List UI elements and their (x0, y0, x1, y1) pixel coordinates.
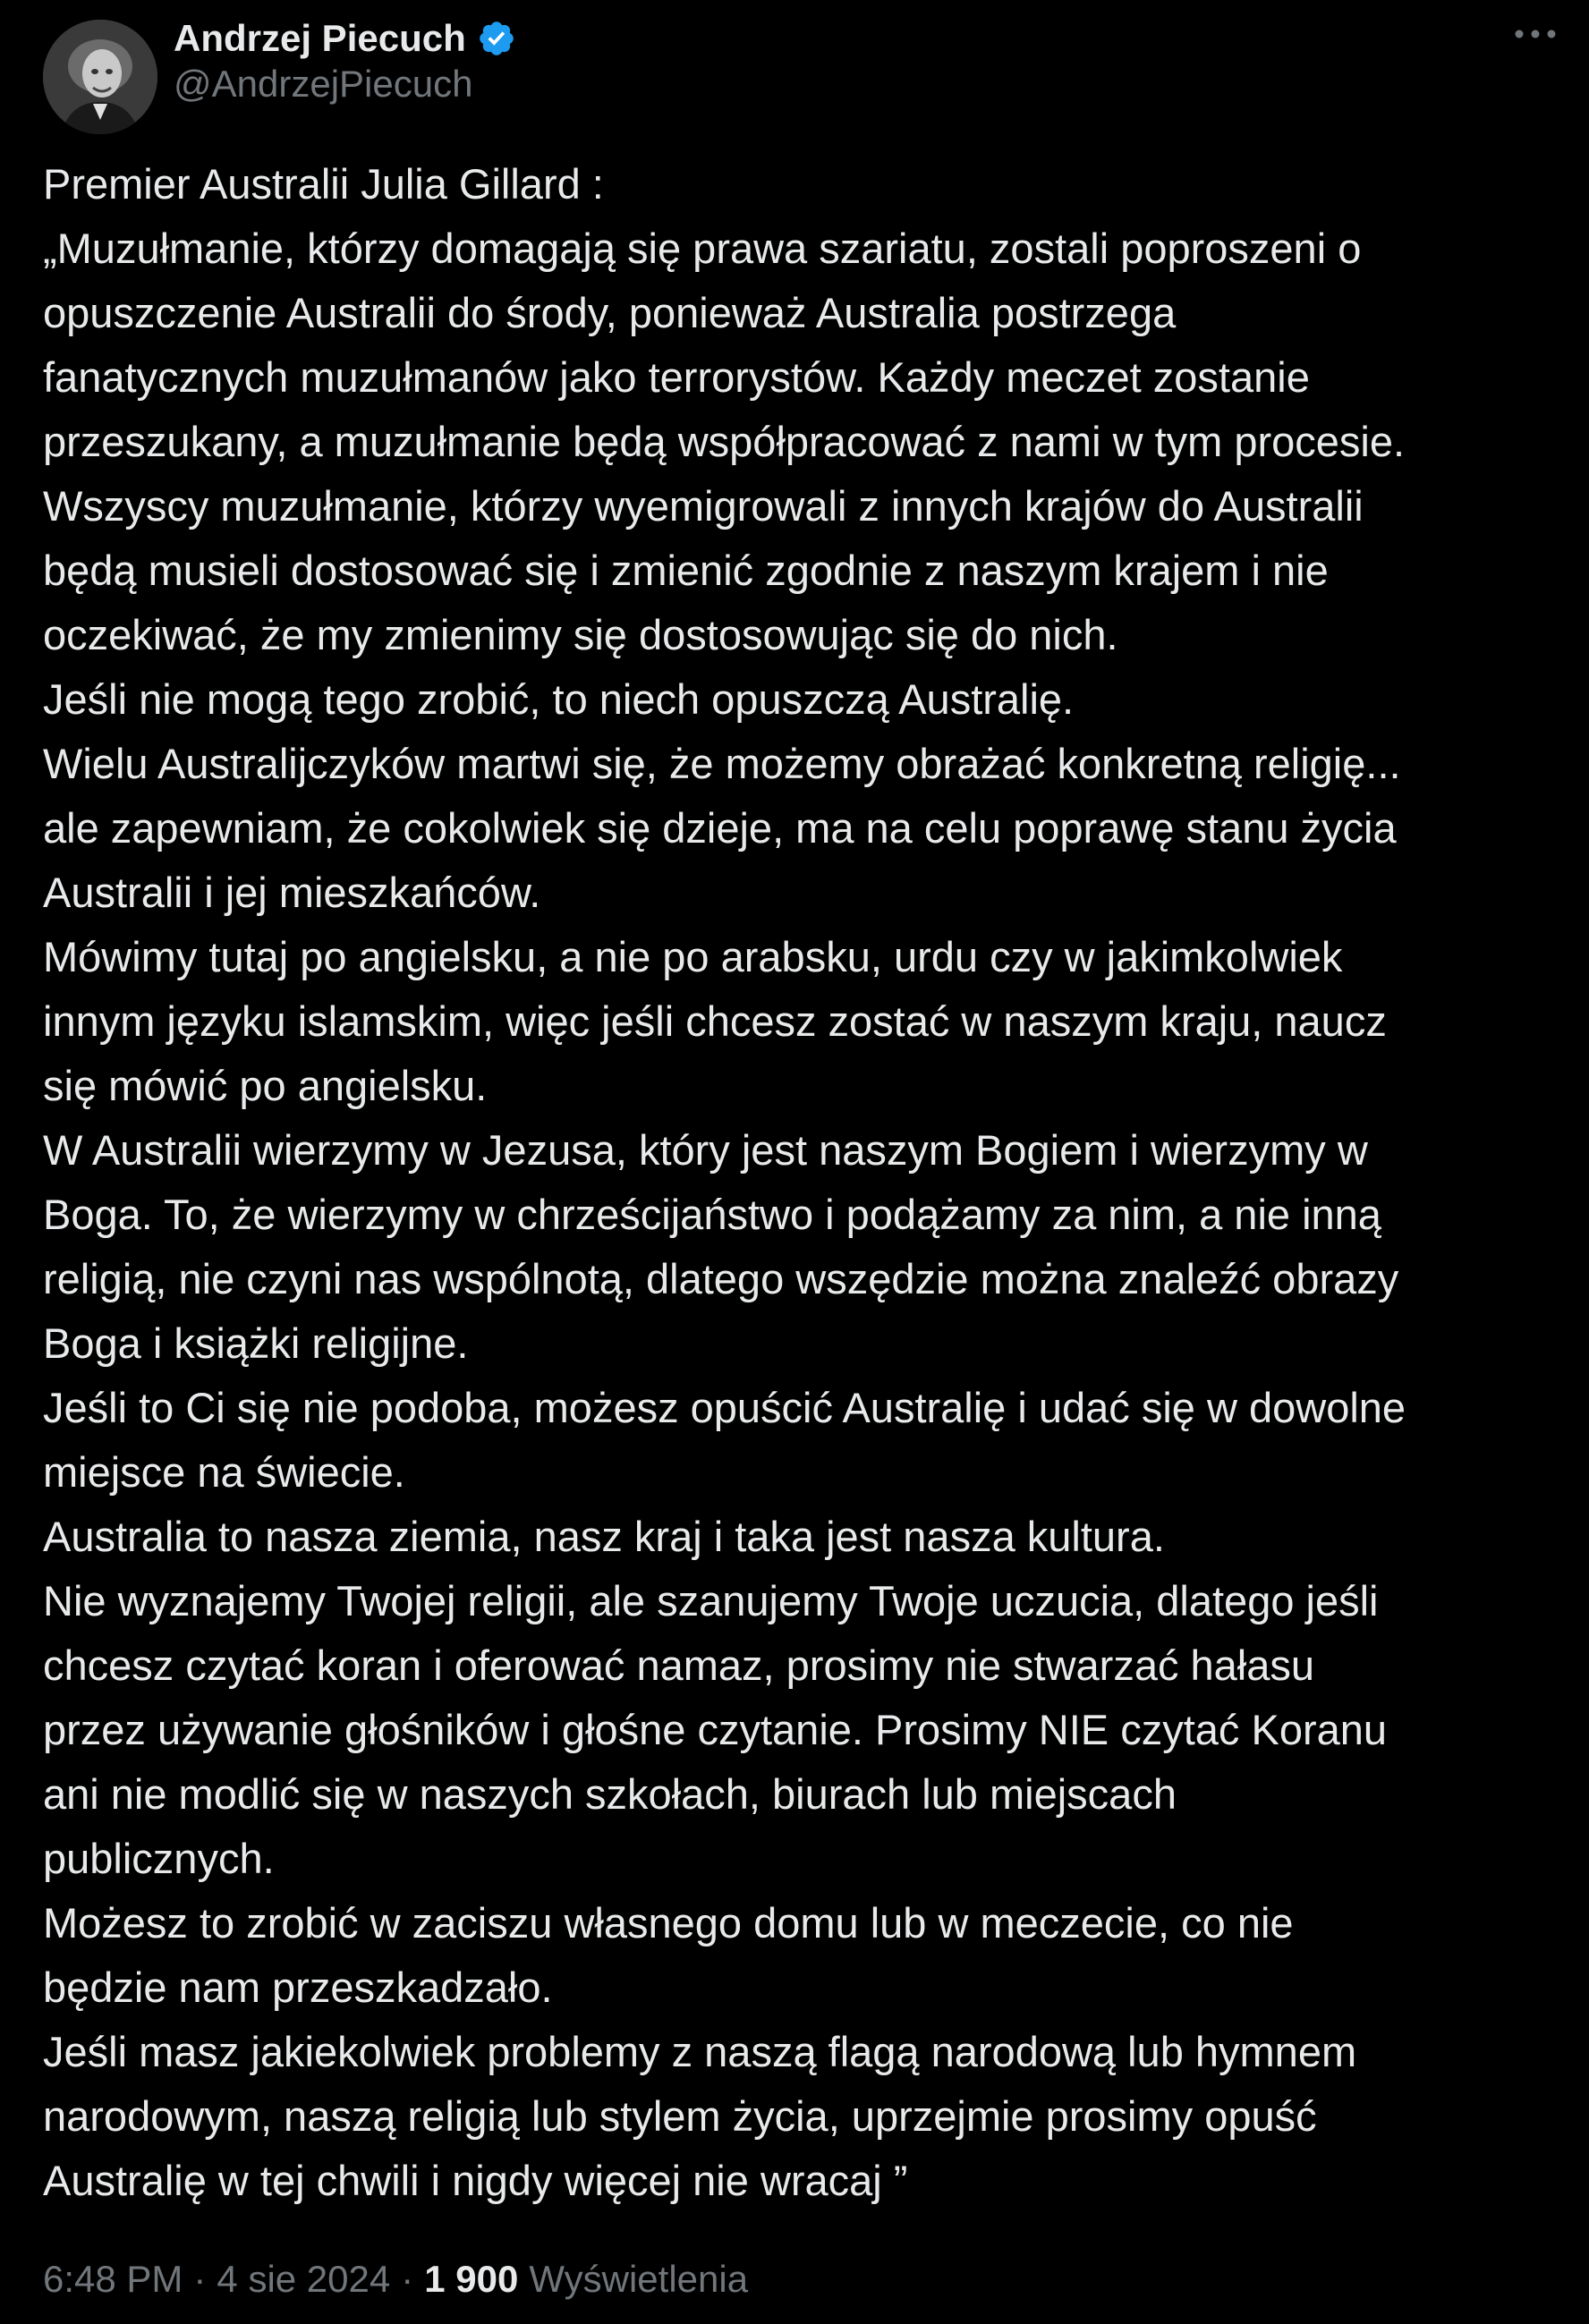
meta-separator: · (193, 2258, 207, 2300)
tweet-time[interactable]: 6:48 PM (43, 2258, 183, 2300)
tweet-text-line: miejsce na świecie. (43, 1448, 405, 1496)
tweet-text-line: ale zapewniam, że cokolwiek się dzieje, ma na celu poprawę stanu życia (43, 804, 1397, 852)
author-handle[interactable]: @AndrzejPiecuch (174, 63, 473, 105)
tweet-text-line: się mówić po angielsku. (43, 1062, 488, 1109)
tweet-text-line: innym języku islamskim, więc jeśli chcesz zostać w naszym kraju, naucz (43, 997, 1387, 1045)
tweet-date[interactable]: 4 sie 2024 (217, 2258, 391, 2300)
tweet-text-line: oczekiwać, że my zmienimy się dostosowując się do nich. (43, 611, 1118, 658)
tweet-text-line: Nie wyznajemy Twojej religii, ale szanujemy Twoje uczucia, dlatego jeśli (43, 1577, 1379, 1624)
tweet-text-line: Boga i książki religijne. (43, 1319, 469, 1367)
tweet-text-line: Wielu Australijczyków martwi się, że możemy obrażać konkretną religię... (43, 740, 1401, 787)
author-display-name[interactable]: Andrzej Piecuch (174, 17, 466, 59)
tweet-text-line: Możesz to zrobić w zaciszu własnego domu lub w meczecie, co nie (43, 1899, 1294, 1947)
tweet-text-line: Mówimy tutaj po angielsku, a nie po arabsku, urdu czy w jakimkolwiek (43, 933, 1343, 980)
author-name-row (174, 11, 516, 66)
tweet-text-line: Jeśli masz jakiekolwiek problemy z naszą flagą narodową lub hymnem (43, 2028, 1357, 2075)
tweet-text-line: W Australii wierzymy w Jezusa, który jest naszym Bogiem i wierzymy w (43, 1126, 1368, 1174)
tweet-meta (43, 2254, 748, 2304)
meta-separator: · (401, 2258, 414, 2300)
views-label: Wyświetlenia (529, 2258, 749, 2300)
tweet-text-line: będzie nam przeszkadzało. (43, 1964, 553, 2011)
tweet-text-line: będą musieli dostosować się i zmienić zgodnie z naszym krajem i nie (43, 547, 1329, 594)
tweet-text-line: Australia to nasza ziemia, nasz kraj i taka jest nasza kultura. (43, 1513, 1165, 1560)
tweet-text-line: chcesz czytać koran i oferować namaz, prosimy nie stwarzać hałasu (43, 1641, 1315, 1689)
tweet-text-line: publicznych. (43, 1835, 275, 1882)
views-count: 1 900 (424, 2258, 519, 2300)
tweet-text-line: Jeśli to Ci się nie podoba, możesz opuścić Australię i udać się w dowolne (43, 1384, 1406, 1431)
tweet-text-line: narodowym, naszą religią lub stylem życia, uprzejmie prosimy opuść (43, 2092, 1317, 2140)
tweet-text-line: przez używanie głośników i głośne czytanie. Prosimy NIE czytać Koranu (43, 1706, 1388, 1753)
verified-badge-icon[interactable] (477, 19, 516, 58)
tweet-text-line: religią, nie czyni nas wspólnotą, dlatego wszędzie można znaleźć obrazy (43, 1255, 1399, 1302)
tweet-text-line: opuszczenie Australii do środy, ponieważ Australia postrzega (43, 289, 1177, 336)
tweet-text-line: Wszyscy muzułmanie, którzy wyemigrowali z innych krajów do Australii (43, 482, 1364, 530)
tweet-text-line: Australii i jej mieszkańców. (43, 869, 541, 916)
tweet-text-line: Boga. To, że wierzymy w chrześcijaństwo i podążamy za nim, a nie inną (43, 1191, 1381, 1238)
tweet-text-line: przeszukany, a muzułmanie będą współpracować z nami w tym procesie. (43, 418, 1406, 465)
tweet-text-line: ani nie modlić się w naszych szkołach, biurach lub miejscach (43, 1770, 1177, 1818)
tweet-text-line: Australię w tej chwili i nigdy więcej nie wracaj ” (43, 2157, 908, 2204)
tweet-text-line: Jeśli nie mogą tego zrobić, to niech opuszczą Australię. (43, 675, 1075, 723)
tweet-text-line: Premier Australii Julia Gillard : (43, 160, 604, 208)
more-options-icon[interactable] (1508, 16, 1562, 52)
tweet-text (43, 152, 1564, 2213)
avatar[interactable] (43, 20, 157, 134)
avatar-portrait-icon (43, 20, 157, 134)
tweet-text-line: „Muzułmanie, którzy domagają się prawa szariatu, zostali poproszeni o (43, 225, 1362, 272)
tweet-text-line: fanatycznych muzułmanów jako terrorystów. Każdy meczet zostanie (43, 353, 1310, 401)
